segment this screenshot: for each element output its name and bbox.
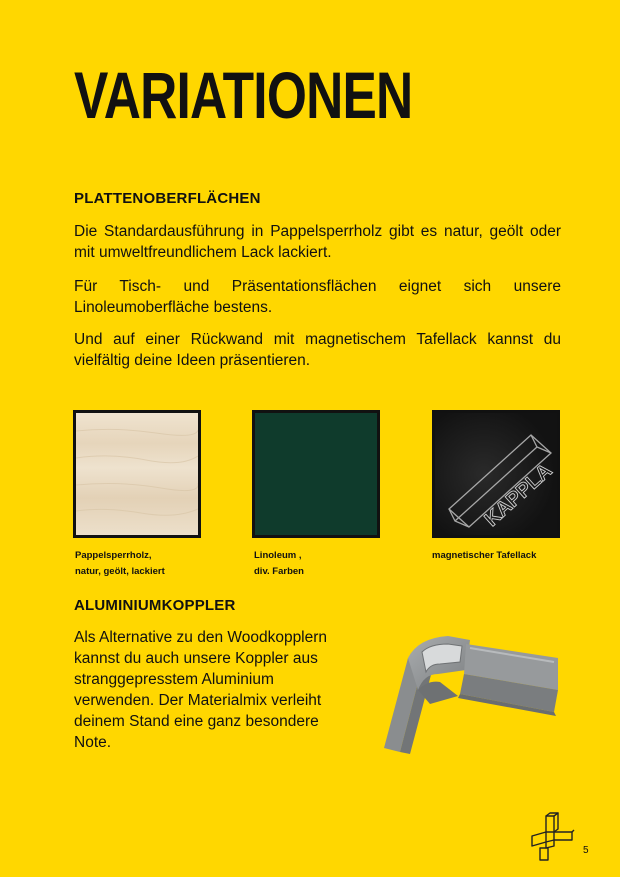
coupler-logo-icon (528, 812, 576, 862)
caption-wood-line2: natur, geölt, lackiert (75, 566, 165, 577)
caption-linoleum (254, 548, 304, 580)
wood-grain-pattern (76, 413, 198, 535)
paragraph-aluminium: Als Alternative zu den Woodkopplern kannst du auch unsere Koppler aus stranggepresstem Aluminium verwenden. Der Materialmix verleiht deinem Stand eine ganz besondere Note. (74, 629, 328, 751)
linoleum-sample-image (252, 410, 380, 538)
caption-linoleum-line1: Linoleum , (254, 550, 302, 561)
section-heading-plattenoberflaechen: PLATTENOBERFLÄCHEN (74, 190, 261, 207)
chalk-drawing (435, 413, 557, 535)
section-heading-aluminiumkoppler: ALUMINIUMKOPPLER (74, 597, 236, 614)
caption-tafellack (432, 548, 536, 564)
chalk-text: KAPPLA (480, 459, 557, 531)
paragraph-tafellack: Und auf einer Rückwand mit magnetischem Tafellack kannst du vielfältig deine Ideen präsentieren. (74, 331, 561, 369)
caption-wood (75, 548, 165, 580)
page-number: 5 (583, 845, 589, 856)
chalkboard-sample-image (432, 410, 560, 538)
page-title: VARIATIONEN (74, 58, 413, 132)
aluminium-coupler-image (378, 630, 563, 760)
caption-wood-line1: Pappelsperrholz, (75, 550, 152, 561)
paragraph-standard: Die Standardausführung in Pappelsperrholz gibt es natur, geölt oder mit umweltfreundlichem Lack lackiert. (74, 223, 561, 261)
caption-tafellack-line1: magnetischer Tafellack (432, 550, 537, 561)
caption-linoleum-line2: div. Farben (254, 566, 304, 577)
paragraph-linoleum: Für Tisch- und Präsentationsflächen eignet sich unsere Linoleumoberfläche bestens. (74, 278, 561, 316)
wood-sample-image (73, 410, 201, 538)
